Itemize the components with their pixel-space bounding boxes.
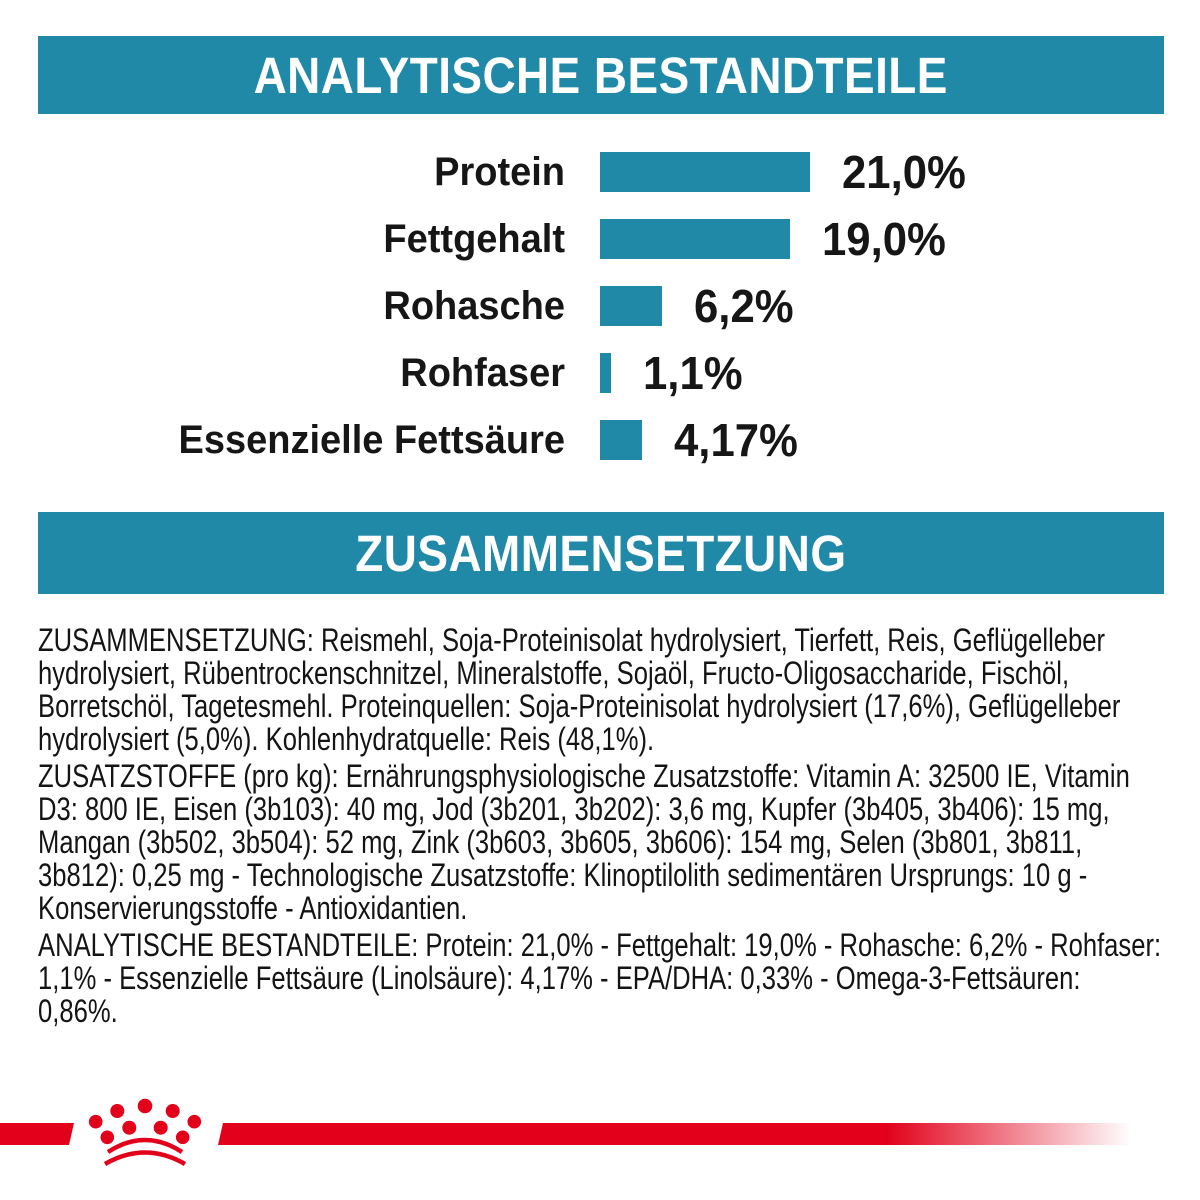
crown-dots (89, 1099, 201, 1144)
footer-red-band-left (0, 1123, 74, 1145)
chart-row (0, 406, 1200, 473)
section-title: ZUSAMMENSETZUNG (355, 524, 847, 582)
chart-category-label: Essenzielle Fettsäure (178, 417, 566, 462)
composition-paragraph: ZUSAMMENSETZUNG: Reismehl, Soja-Proteinisolat hydrolysiert, Tierfett, Reis, Geflügelleber hydrolysiert, Rübentrockenschnitzel, Mineralstoffe, Sojaöl, Fructo-Oligosaccharide, Fischöl, Borretschöl, Tagetesmehl. Proteinquellen: Soja-Proteinisolat hydrolysiert (17,6%), Geflügelleber hydrolysiert (5,0%). Kohlenhydratquelle: Reis (48,1%). (38, 622, 1121, 757)
section-header-analytische-bestandteile (38, 36, 1164, 114)
chart-bar (600, 353, 611, 393)
chart-category-label: Rohfaser (400, 350, 565, 395)
chart-value-label: 4,17% (673, 413, 798, 466)
chart-row (0, 339, 1200, 406)
chart-row (0, 138, 1200, 205)
chart-bar (600, 286, 662, 326)
additives-paragraph: ZUSATZSTOFFE (pro kg): Ernährungsphysiologische Zusatzstoffe: Vitamin A: 32500 IE, Vitamin D3: 800 IE, Eisen (3b103): 40 mg, Jod (3b201, 3b202): 3,6 mg, Kupfer (3b405, 3b406): 15 mg, Mangan (3b502, 3b504): 52 mg, Zink (3b603, 3b605, 3b606): 154 mg, Selen (3b801, 3b811, 3b812): 0,25 mg - Technologische Zusatzstoffe: Klinoptilolith sedimentären Ursprungs: 10 g - Konservierungsstoffe - Antioxidantien. (38, 758, 1130, 926)
chart-category-label: Fettgehalt (383, 216, 565, 261)
chart-bar (600, 219, 790, 259)
chart-row (0, 205, 1200, 272)
footer-red-band-right (218, 1123, 1200, 1145)
ingredients-text-block (38, 624, 1162, 1032)
section-header-zusammensetzung (38, 512, 1164, 594)
section-title: ANALYTISCHE BESTANDTEILE (253, 46, 949, 104)
chart-bar (600, 420, 642, 460)
chart-value-label: 21,0% (842, 145, 966, 198)
analytical-constituents-paragraph: ANALYTISCHE BESTANDTEILE: Protein: 21,0% - Fettgehalt: 19,0% - Rohasche: 6,2% - Rohfaser: 1,1% - Essenzielle Fettsäure (Linolsäure): 4,17% - EPA/DHA: 0,33% - Omega-3-Fettsäuren: 0,86%. (38, 927, 1162, 1029)
chart-row (0, 272, 1200, 339)
crown-base-arcs (105, 1140, 185, 1164)
chart-value-label: 19,0% (822, 212, 946, 265)
chart-value-label: 6,2% (694, 279, 794, 332)
chart-value-label: 1,1% (643, 346, 743, 399)
chart-bar (600, 152, 810, 192)
chart-category-label: Rohasche (383, 283, 565, 328)
royal-canin-crown-icon (85, 1095, 205, 1175)
analytical-components-chart (0, 138, 1200, 473)
chart-category-label: Protein (434, 149, 565, 194)
